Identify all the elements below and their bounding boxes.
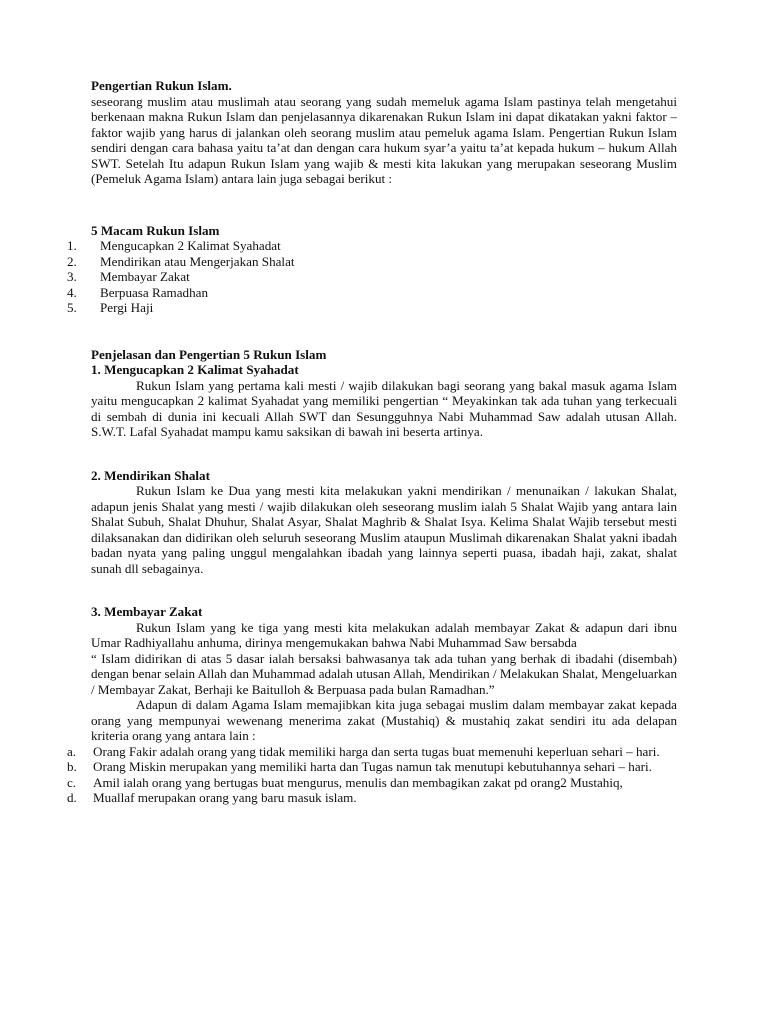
section-2-title: 2. Mendirikan Shalat	[91, 467, 210, 483]
list-marker: 3.	[67, 269, 77, 284]
spacer	[91, 187, 677, 223]
list-item	[67, 743, 677, 760]
section-1-text: Rukun Islam yang pertama kali mesti / wajib dilakukan bagi seorang yang bakal masuk agama Islam yaitu mengucapkan 2 kalimat Syahadat yang memiliki pengertian “ Meyakinkan tak ada tuhan yang terkecuali di sembah di dunia ini kecuali Allah SWT dan Sesungguhnya Nabi Muhammad Saw adalah utusan Allah. S.W.T. Lafal Syahadat mampu kamu saksikan di bawah ini beserta artinya.	[91, 377, 677, 439]
list-marker: d.	[67, 790, 77, 805]
intro-heading: Pengertian Rukun Islam.	[91, 78, 232, 93]
list-marker: 4.	[67, 284, 77, 300]
list-marker: 1.	[67, 238, 77, 253]
document-page	[67, 78, 677, 806]
list-item	[67, 774, 677, 791]
rukun-list	[67, 238, 677, 316]
list-item-text: Pergi Haji	[100, 300, 154, 315]
spacer	[91, 576, 677, 604]
list-item	[67, 238, 677, 254]
section-2-text: Rukun Islam ke Dua yang mesti kita melakukan yakni mendirikan / menunaikan / lakukan Shalat, adapun jenis Shalat yang mesti / wajib dilakukan oleh seseorang muslim ialah 5 Shalat Wajib yang antara lain Shalat Subuh, Shalat Dhuhur, Shalat Asyar, Shalat Maghrib & Shalat Isya. Kelima Shalat Wajib tersebut mesti dilaksanakan dan didirikan oleh seluruh seseorang Muslim ataupun Muslimah dikarenakan Shalat yakni ibadah badan nyata yang paling unggul mengalahkan ibadah yang lainnya seperti puasa, ibadah haji, zakat, shalat sunah dll sebagainya.	[91, 483, 677, 576]
list-item-text: Amil ialah orang yang bertugas buat mengurus, menulis dan membagikan zakat pd orang2 Mustahiq,	[93, 774, 623, 790]
section-1-title: 1. Mengucapkan 2 Kalimat Syahadat	[91, 362, 299, 377]
mustahiq-criteria-list	[67, 743, 677, 806]
section-3-text-2: Adapun di dalam Agama Islam memajibkan kita juga sebagai muslim dalam membayar zakat kepada orang yang mempunyai wewenang menerima zakat (Mustahiq) & mustahiq zakat sendiri itu ada delapan kriteria orang yang antara lain :	[91, 697, 677, 743]
list-marker: 2.	[67, 253, 77, 269]
list-item-text: Orang Fakir adalah orang yang tidak memiliki harga dan serta tugas buat memenuhi keperluan sehari – hari.	[93, 743, 660, 759]
list-item-text: Mengucapkan 2 Kalimat Syahadat	[100, 238, 281, 253]
explanation-heading: Penjelasan dan Pengertian 5 Rukun Islam	[91, 346, 327, 362]
list-item-text: Orang Miskin merupakan yang memiliki harta dan Tugas namun tak menutupi kebutuhannya sehari – hari.	[93, 759, 652, 774]
list-marker: b.	[67, 759, 77, 774]
list-marker: a.	[67, 743, 77, 759]
list-item-text: Muallaf merupakan orang yang baru masuk islam.	[93, 790, 357, 805]
list-item	[67, 253, 677, 270]
section-3-title: 3. Membayar Zakat	[91, 604, 203, 619]
list-item	[67, 300, 677, 316]
section-3-quote: “ Islam didirikan di atas 5 dasar ialah bersaksi bahwasanya tak ada tuhan yang berhak di ibadahi (disembah) dengan benar selain Allah dan Muhammad adalah utusan Allah, Mendirikan / Melakukan Shalat, Mengeluarkan / Membayar Zakat, Berhaji ke Baitulloh & Berpuasa pada bulan Ramadhan.”	[91, 650, 677, 697]
spacer	[91, 440, 677, 468]
list-item	[67, 790, 677, 806]
list-item	[67, 284, 677, 301]
list-item-text: Mendirikan atau Mengerjakan Shalat	[100, 253, 295, 269]
list-marker: c.	[67, 774, 77, 790]
section-3-text: Rukun Islam yang ke tiga yang mesti kita melakukan adalah membayar Zakat & adapun dari ibnu Umar Radhiyallahu anhuma, dirinya mengemukakan bahwa Nabi Muhammad Saw bersabda	[91, 619, 677, 650]
intro-paragraph: seseorang muslim atau muslimah atau seorang yang sudah memeluk agama Islam pastinya telah mengetahui berkenaan makna Rukun Islam dan penjelasannya dikarenakan Rukun Islam ini dapat dikatakan yakni faktor – faktor wajib yang harus di jalankan oleh seorang muslim atau pemeluk agama Islam. Pengertian Rukun Islam sendiri dengan cara bahasa yaitu ta’at dan dengan cara hukum syar’a yaitu ta’at kepada hukum – hukum Allah SWT. Setelah Itu adapun Rukun Islam yang wajib & mesti kita lakukan yang merupakan seseorang Muslim (Pemeluk Agama Islam) antara lain juga sebagai berikut :	[91, 93, 677, 186]
list-marker: 5.	[67, 300, 77, 315]
list-item-text: Membayar Zakat	[100, 269, 190, 284]
spacer	[91, 316, 677, 347]
list-item	[67, 269, 677, 285]
list-item	[67, 759, 677, 775]
list-heading: 5 Macam Rukun Islam	[91, 222, 220, 238]
list-item-text: Berpuasa Ramadhan	[100, 284, 208, 300]
